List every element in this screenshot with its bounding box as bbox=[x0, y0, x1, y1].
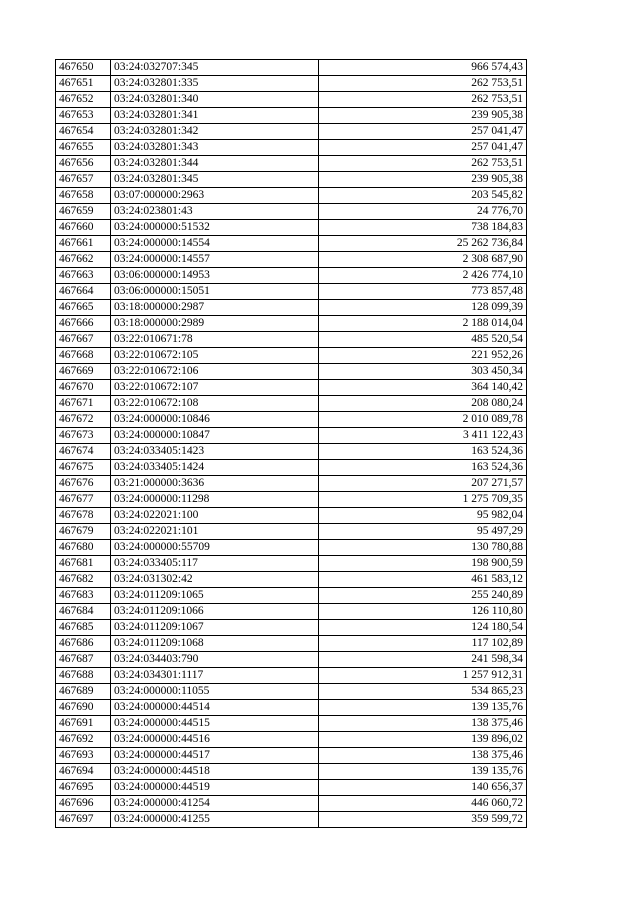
row-number-cell: 467670 bbox=[56, 380, 111, 396]
cadastral-number-cell: 03:21:000000:3636 bbox=[111, 476, 319, 492]
cadastral-number-cell: 03:18:000000:2989 bbox=[111, 316, 319, 332]
cadastral-number-cell: 03:24:032801:345 bbox=[111, 172, 319, 188]
row-number-cell: 467651 bbox=[56, 76, 111, 92]
value-cell: 241 598,34 bbox=[319, 652, 527, 668]
value-cell: 239 905,38 bbox=[319, 108, 527, 124]
cadastral-number-cell: 03:24:033405:1424 bbox=[111, 460, 319, 476]
cadastral-number-cell: 03:24:011209:1065 bbox=[111, 588, 319, 604]
value-cell: 257 041,47 bbox=[319, 124, 527, 140]
cadastral-number-cell: 03:24:000000:11298 bbox=[111, 492, 319, 508]
value-cell: 1 257 912,31 bbox=[319, 668, 527, 684]
value-cell: 738 184,83 bbox=[319, 220, 527, 236]
value-cell: 1 275 709,35 bbox=[319, 492, 527, 508]
cadastral-number-cell: 03:22:010671:78 bbox=[111, 332, 319, 348]
cadastral-number-cell: 03:24:000000:44516 bbox=[111, 732, 319, 748]
cadastral-number-cell: 03:07:000000:2963 bbox=[111, 188, 319, 204]
row-number-cell: 467682 bbox=[56, 572, 111, 588]
table-row bbox=[56, 524, 527, 540]
cadastral-number-cell: 03:24:032801:342 bbox=[111, 124, 319, 140]
row-number-cell: 467694 bbox=[56, 764, 111, 780]
cadastral-number-cell: 03:24:011209:1067 bbox=[111, 620, 319, 636]
value-cell: 163 524,36 bbox=[319, 460, 527, 476]
value-cell: 128 099,39 bbox=[319, 300, 527, 316]
row-number-cell: 467685 bbox=[56, 620, 111, 636]
value-cell: 446 060,72 bbox=[319, 796, 527, 812]
cadastral-number-cell: 03:24:011209:1066 bbox=[111, 604, 319, 620]
cadastral-number-cell: 03:22:010672:107 bbox=[111, 380, 319, 396]
row-number-cell: 467664 bbox=[56, 284, 111, 300]
table-row bbox=[56, 732, 527, 748]
table-row bbox=[56, 812, 527, 828]
table-row bbox=[56, 380, 527, 396]
row-number-cell: 467678 bbox=[56, 508, 111, 524]
row-number-cell: 467672 bbox=[56, 412, 111, 428]
table-row bbox=[56, 92, 527, 108]
cadastral-number-cell: 03:24:031302:42 bbox=[111, 572, 319, 588]
cadastral-number-cell: 03:24:023801:43 bbox=[111, 204, 319, 220]
row-number-cell: 467658 bbox=[56, 188, 111, 204]
row-number-cell: 467684 bbox=[56, 604, 111, 620]
table-row bbox=[56, 348, 527, 364]
row-number-cell: 467668 bbox=[56, 348, 111, 364]
row-number-cell: 467674 bbox=[56, 444, 111, 460]
table-row bbox=[56, 236, 527, 252]
cadastral-number-cell: 03:24:032801:340 bbox=[111, 92, 319, 108]
table-row bbox=[56, 764, 527, 780]
table-row bbox=[56, 140, 527, 156]
value-cell: 198 900,59 bbox=[319, 556, 527, 572]
table-row bbox=[56, 444, 527, 460]
value-cell: 303 450,34 bbox=[319, 364, 527, 380]
row-number-cell: 467657 bbox=[56, 172, 111, 188]
row-number-cell: 467690 bbox=[56, 700, 111, 716]
table-row bbox=[56, 572, 527, 588]
value-cell: 2 308 687,90 bbox=[319, 252, 527, 268]
cadastral-number-cell: 03:24:000000:10846 bbox=[111, 412, 319, 428]
cadastral-number-cell: 03:24:022021:101 bbox=[111, 524, 319, 540]
table-row bbox=[56, 60, 527, 76]
table-row bbox=[56, 204, 527, 220]
table-row bbox=[56, 124, 527, 140]
row-number-cell: 467681 bbox=[56, 556, 111, 572]
cadastral-number-cell: 03:24:033405:117 bbox=[111, 556, 319, 572]
row-number-cell: 467656 bbox=[56, 156, 111, 172]
cadastral-number-cell: 03:24:032801:341 bbox=[111, 108, 319, 124]
row-number-cell: 467671 bbox=[56, 396, 111, 412]
row-number-cell: 467666 bbox=[56, 316, 111, 332]
row-number-cell: 467683 bbox=[56, 588, 111, 604]
value-cell: 461 583,12 bbox=[319, 572, 527, 588]
row-number-cell: 467679 bbox=[56, 524, 111, 540]
value-cell: 773 857,48 bbox=[319, 284, 527, 300]
cadastral-number-cell: 03:24:000000:41255 bbox=[111, 812, 319, 828]
table-row bbox=[56, 428, 527, 444]
cadastral-number-cell: 03:24:033405:1423 bbox=[111, 444, 319, 460]
value-cell: 534 865,23 bbox=[319, 684, 527, 700]
row-number-cell: 467663 bbox=[56, 268, 111, 284]
table-row bbox=[56, 668, 527, 684]
row-number-cell: 467686 bbox=[56, 636, 111, 652]
value-cell: 255 240,89 bbox=[319, 588, 527, 604]
table-row bbox=[56, 748, 527, 764]
value-cell: 262 753,51 bbox=[319, 92, 527, 108]
row-number-cell: 467675 bbox=[56, 460, 111, 476]
table-row bbox=[56, 508, 527, 524]
row-number-cell: 467653 bbox=[56, 108, 111, 124]
row-number-cell: 467669 bbox=[56, 364, 111, 380]
cadastral-number-cell: 03:24:000000:41254 bbox=[111, 796, 319, 812]
cadastral-number-cell: 03:18:000000:2987 bbox=[111, 300, 319, 316]
row-number-cell: 467677 bbox=[56, 492, 111, 508]
table-row bbox=[56, 588, 527, 604]
row-number-cell: 467676 bbox=[56, 476, 111, 492]
value-cell: 140 656,37 bbox=[319, 780, 527, 796]
cadastral-number-cell: 03:06:000000:14953 bbox=[111, 268, 319, 284]
table-row bbox=[56, 780, 527, 796]
row-number-cell: 467659 bbox=[56, 204, 111, 220]
table-row bbox=[56, 556, 527, 572]
table-body bbox=[56, 60, 527, 828]
table-row bbox=[56, 700, 527, 716]
cadastral-number-cell: 03:24:000000:11055 bbox=[111, 684, 319, 700]
value-cell: 124 180,54 bbox=[319, 620, 527, 636]
table-row bbox=[56, 460, 527, 476]
value-cell: 117 102,89 bbox=[319, 636, 527, 652]
cadastral-number-cell: 03:24:011209:1068 bbox=[111, 636, 319, 652]
cadastral-number-cell: 03:24:000000:10847 bbox=[111, 428, 319, 444]
value-cell: 95 497,29 bbox=[319, 524, 527, 540]
value-cell: 239 905,38 bbox=[319, 172, 527, 188]
row-number-cell: 467652 bbox=[56, 92, 111, 108]
value-cell: 163 524,36 bbox=[319, 444, 527, 460]
value-cell: 2 426 774,10 bbox=[319, 268, 527, 284]
table-row bbox=[56, 156, 527, 172]
table-row bbox=[56, 220, 527, 236]
row-number-cell: 467667 bbox=[56, 332, 111, 348]
cadastral-number-cell: 03:06:000000:15051 bbox=[111, 284, 319, 300]
cadastral-number-cell: 03:24:000000:55709 bbox=[111, 540, 319, 556]
row-number-cell: 467661 bbox=[56, 236, 111, 252]
row-number-cell: 467650 bbox=[56, 60, 111, 76]
table-row bbox=[56, 540, 527, 556]
value-cell: 485 520,54 bbox=[319, 332, 527, 348]
cadastral-number-cell: 03:24:034301:1117 bbox=[111, 668, 319, 684]
value-cell: 262 753,51 bbox=[319, 156, 527, 172]
value-cell: 966 574,43 bbox=[319, 60, 527, 76]
row-number-cell: 467696 bbox=[56, 796, 111, 812]
value-cell: 359 599,72 bbox=[319, 812, 527, 828]
table-row bbox=[56, 252, 527, 268]
row-number-cell: 467689 bbox=[56, 684, 111, 700]
value-cell: 221 952,26 bbox=[319, 348, 527, 364]
cadastral-number-cell: 03:24:000000:14554 bbox=[111, 236, 319, 252]
table-row bbox=[56, 636, 527, 652]
table-row bbox=[56, 268, 527, 284]
row-number-cell: 467693 bbox=[56, 748, 111, 764]
table-row bbox=[56, 476, 527, 492]
value-cell: 2 188 014,04 bbox=[319, 316, 527, 332]
value-cell: 126 110,80 bbox=[319, 604, 527, 620]
cadastral-number-cell: 03:24:000000:14557 bbox=[111, 252, 319, 268]
table-row bbox=[56, 284, 527, 300]
row-number-cell: 467654 bbox=[56, 124, 111, 140]
table-row bbox=[56, 796, 527, 812]
table-row bbox=[56, 716, 527, 732]
row-number-cell: 467692 bbox=[56, 732, 111, 748]
value-cell: 3 411 122,43 bbox=[319, 428, 527, 444]
table-row bbox=[56, 108, 527, 124]
table-row bbox=[56, 188, 527, 204]
row-number-cell: 467662 bbox=[56, 252, 111, 268]
table-row bbox=[56, 172, 527, 188]
cadastral-number-cell: 03:24:000000:44515 bbox=[111, 716, 319, 732]
cadastral-number-cell: 03:24:000000:44519 bbox=[111, 780, 319, 796]
value-cell: 25 262 736,84 bbox=[319, 236, 527, 252]
value-cell: 24 776,70 bbox=[319, 204, 527, 220]
value-cell: 138 375,46 bbox=[319, 716, 527, 732]
cadastral-number-cell: 03:24:000000:44518 bbox=[111, 764, 319, 780]
table-row bbox=[56, 684, 527, 700]
table-row bbox=[56, 620, 527, 636]
cadastral-number-cell: 03:24:022021:100 bbox=[111, 508, 319, 524]
cadastral-value-table bbox=[55, 59, 527, 828]
cadastral-number-cell: 03:24:032801:343 bbox=[111, 140, 319, 156]
cadastral-number-cell: 03:24:000000:51532 bbox=[111, 220, 319, 236]
value-cell: 203 545,82 bbox=[319, 188, 527, 204]
row-number-cell: 467655 bbox=[56, 140, 111, 156]
value-cell: 130 780,88 bbox=[319, 540, 527, 556]
row-number-cell: 467660 bbox=[56, 220, 111, 236]
row-number-cell: 467688 bbox=[56, 668, 111, 684]
table-row bbox=[56, 652, 527, 668]
value-cell: 139 135,76 bbox=[319, 700, 527, 716]
row-number-cell: 467687 bbox=[56, 652, 111, 668]
cadastral-number-cell: 03:24:000000:44514 bbox=[111, 700, 319, 716]
value-cell: 257 041,47 bbox=[319, 140, 527, 156]
value-cell: 139 135,76 bbox=[319, 764, 527, 780]
cadastral-number-cell: 03:22:010672:108 bbox=[111, 396, 319, 412]
cadastral-number-cell: 03:24:032801:344 bbox=[111, 156, 319, 172]
row-number-cell: 467697 bbox=[56, 812, 111, 828]
cadastral-number-cell: 03:24:034403:790 bbox=[111, 652, 319, 668]
cadastral-number-cell: 03:22:010672:105 bbox=[111, 348, 319, 364]
table-row bbox=[56, 316, 527, 332]
table-row bbox=[56, 364, 527, 380]
value-cell: 2 010 089,78 bbox=[319, 412, 527, 428]
value-cell: 364 140,42 bbox=[319, 380, 527, 396]
value-cell: 138 375,46 bbox=[319, 748, 527, 764]
row-number-cell: 467680 bbox=[56, 540, 111, 556]
table-row bbox=[56, 300, 527, 316]
value-cell: 208 080,24 bbox=[319, 396, 527, 412]
cadastral-number-cell: 03:24:000000:44517 bbox=[111, 748, 319, 764]
table-row bbox=[56, 76, 527, 92]
value-cell: 262 753,51 bbox=[319, 76, 527, 92]
table-row bbox=[56, 332, 527, 348]
cadastral-number-cell: 03:24:032707:345 bbox=[111, 60, 319, 76]
row-number-cell: 467665 bbox=[56, 300, 111, 316]
table-row bbox=[56, 396, 527, 412]
cadastral-number-cell: 03:22:010672:106 bbox=[111, 364, 319, 380]
value-cell: 95 982,04 bbox=[319, 508, 527, 524]
row-number-cell: 467695 bbox=[56, 780, 111, 796]
table-row bbox=[56, 412, 527, 428]
row-number-cell: 467691 bbox=[56, 716, 111, 732]
cadastral-number-cell: 03:24:032801:335 bbox=[111, 76, 319, 92]
table-row bbox=[56, 604, 527, 620]
value-cell: 139 896,02 bbox=[319, 732, 527, 748]
table-row bbox=[56, 492, 527, 508]
row-number-cell: 467673 bbox=[56, 428, 111, 444]
value-cell: 207 271,57 bbox=[319, 476, 527, 492]
